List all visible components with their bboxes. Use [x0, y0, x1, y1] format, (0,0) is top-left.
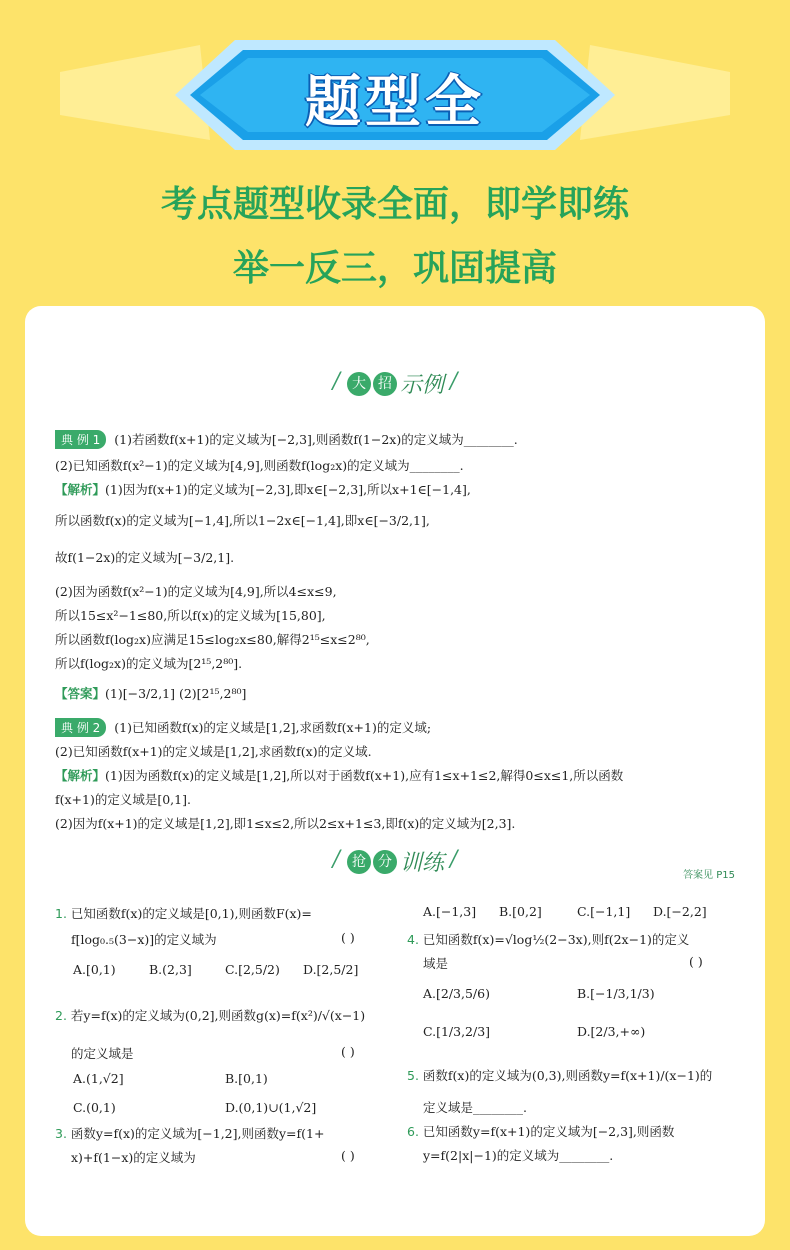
example1-analysis-5: 所以15≤x²−1≤80,所以f(x)的定义域为[15,80], [55, 608, 326, 623]
q3-line-1 [55, 1124, 324, 1142]
q5-text: 函数f(x)的定义域为(0,3),则函数y=f(x+1)/(x−1)的 [422, 1068, 713, 1083]
q3-option-b: B.[0,2] [499, 904, 542, 919]
example1-line-1 [55, 430, 518, 449]
q4-option-a: A.[2/3,5/6) [423, 986, 490, 1001]
q6-line-2: y=f(2|x|−1)的定义域为________. [423, 1148, 614, 1163]
analysis-text: (1)因为函数f(x)的定义域是[1,2],所以对于函数f(x+1),应有1≤x+1≤2,解得0≤x≤1,所以函数 [105, 768, 624, 783]
analysis-label: 【解析】 [55, 482, 106, 497]
example2-line-2: (2)已知函数f(x+1)的定义域是[1,2],求函数f(x)的定义域. [55, 744, 372, 759]
example1-analysis-2: 所以函数f(x)的定义域为[−1,4],所以1−2x∈[−1,4],即x∈[−3/2,1], [55, 513, 430, 528]
example1-analysis-4: (2)因为函数f(x²−1)的定义域为[4,9],所以4≤x≤9, [55, 584, 337, 599]
q6-number: 6. [407, 1124, 419, 1139]
section-heading-training: / 抢 分 训练 / [332, 847, 458, 876]
heading-circle-2: 招 [373, 372, 397, 396]
q1-option-a: A.[0,1) [73, 962, 116, 977]
example2-analysis-1 [55, 766, 623, 784]
q4-paren: ( ) [689, 954, 703, 969]
q2-number: 2. [55, 1008, 67, 1023]
subtitle-line-2: 举一反三，巩固提高 [232, 248, 557, 289]
example1-analysis-1 [55, 480, 471, 498]
q4-option-c: C.[1/3,2/3] [423, 1024, 491, 1039]
subtitle-line-1: 考点题型收录全面，即学即练 [160, 184, 629, 225]
q1-paren: ( ) [341, 930, 355, 945]
q3-option-d: D.[−2,2] [653, 904, 707, 919]
heading-circle-1: 抢 [347, 850, 371, 874]
example1-answer [55, 684, 246, 702]
banner [0, 0, 790, 170]
q6-text: 已知函数y=f(x+1)的定义域为[−2,3],则函数 [422, 1124, 675, 1139]
example2-analysis-3: (2)因为f(x+1)的定义域是[1,2],即1≤x≤2,所以2≤x+1≤3,即f(x)的定义域为[2,3]. [55, 816, 516, 831]
example1-q1: (1)若函数f(x+1)的定义域为[−2,3],则函数f(1−2x)的定义域为________. [114, 432, 518, 447]
q3-line-2: x)+f(1−x)的定义域为 [71, 1150, 196, 1165]
answer-label: 【答案】 [55, 686, 106, 701]
example1-line-2: (2)已知函数f(x²−1)的定义域为[4,9],则函数f(log₂x)的定义域为________. [55, 458, 464, 473]
q6-line-1 [407, 1122, 674, 1140]
q2-option-c: C.(0,1) [73, 1100, 116, 1115]
q2-text: 若y=f(x)的定义域为(0,2],则函数g(x)=f(x²)/√(x−1) [70, 1008, 366, 1023]
q4-option-b: B.[−1/3,1/3) [577, 986, 655, 1001]
q3-option-a: A.[−1,3] [423, 904, 477, 919]
answer-text: (1)[−3/2,1] (2)[2¹⁵,2⁸⁰] [105, 686, 247, 701]
q4-text: 已知函数f(x)=√log½(2−3x),则f(2x−1)的定义 [422, 932, 690, 947]
q1-text: 已知函数f(x)的定义域是[0,1),则函数F(x)= [70, 906, 312, 921]
analysis-text: (1)因为f(x+1)的定义域为[−2,3],即x∈[−2,3],所以x+1∈[−1,4], [105, 482, 471, 497]
q5-number: 5. [407, 1068, 419, 1083]
q1-option-c: C.[2,5/2) [225, 962, 280, 977]
heading-text: 示例 [399, 373, 444, 398]
q4-line-2: 域是 [423, 956, 449, 971]
q3-number: 3. [55, 1126, 67, 1141]
q2-option-d: D.(0,1)∪(1,√2] [225, 1100, 317, 1115]
banner-title: 题型全 [305, 70, 485, 135]
example2-analysis-2: f(x+1)的定义域是[0,1]. [55, 792, 191, 807]
heading-text: 训练 [399, 851, 444, 876]
example1-analysis-6: 所以函数f(log₂x)应满足15≤log₂x≤80,解得2¹⁵≤x≤2⁸⁰, [55, 632, 370, 647]
example1-analysis-3: 故f(1−2x)的定义域为[−3/2,1]. [55, 550, 235, 565]
q2-option-b: B.[0,1) [225, 1071, 268, 1086]
q2-line-1 [55, 1006, 365, 1024]
section-heading-examples: / 大 招 示例 / [332, 369, 458, 398]
answer-reference: 答案见 P15 [683, 870, 735, 881]
q2-line-2: 的定义域是 [71, 1046, 134, 1061]
example2-tag: 典 例 2 [55, 718, 106, 737]
q4-option-d: D.[2/3,+∞) [577, 1024, 646, 1039]
heading-circle-2: 分 [373, 850, 397, 874]
q1-line-1 [55, 904, 312, 922]
example2-line-1 [55, 718, 431, 737]
q2-option-a: A.(1,√2] [73, 1071, 124, 1086]
q1-line-2: f[log₀.₅(3−x)]的定义域为 [71, 932, 217, 947]
q3-option-c: C.[−1,1] [577, 904, 631, 919]
heading-circle-1: 大 [347, 372, 371, 396]
q4-number: 4. [407, 932, 419, 947]
content-card [25, 306, 765, 1236]
q5-line-2: 定义域是________. [423, 1100, 527, 1115]
q3-paren: ( ) [341, 1148, 355, 1163]
analysis-label: 【解析】 [55, 768, 106, 783]
q3-text: 函数y=f(x)的定义域为[−1,2],则函数y=f(1+ [70, 1126, 325, 1141]
example1-tag: 典 例 1 [55, 430, 106, 449]
q1-option-b: B.(2,3] [149, 962, 192, 977]
q1-option-d: D.[2,5/2] [303, 962, 359, 977]
q1-number: 1. [55, 906, 67, 921]
example2-q1: (1)已知函数f(x)的定义域是[1,2],求函数f(x+1)的定义域; [114, 720, 432, 735]
q2-paren: ( ) [341, 1044, 355, 1059]
q4-line-1 [407, 930, 689, 948]
example1-analysis-7: 所以f(log₂x)的定义域为[2¹⁵,2⁸⁰]. [55, 656, 243, 671]
q5-line-1 [407, 1066, 712, 1084]
